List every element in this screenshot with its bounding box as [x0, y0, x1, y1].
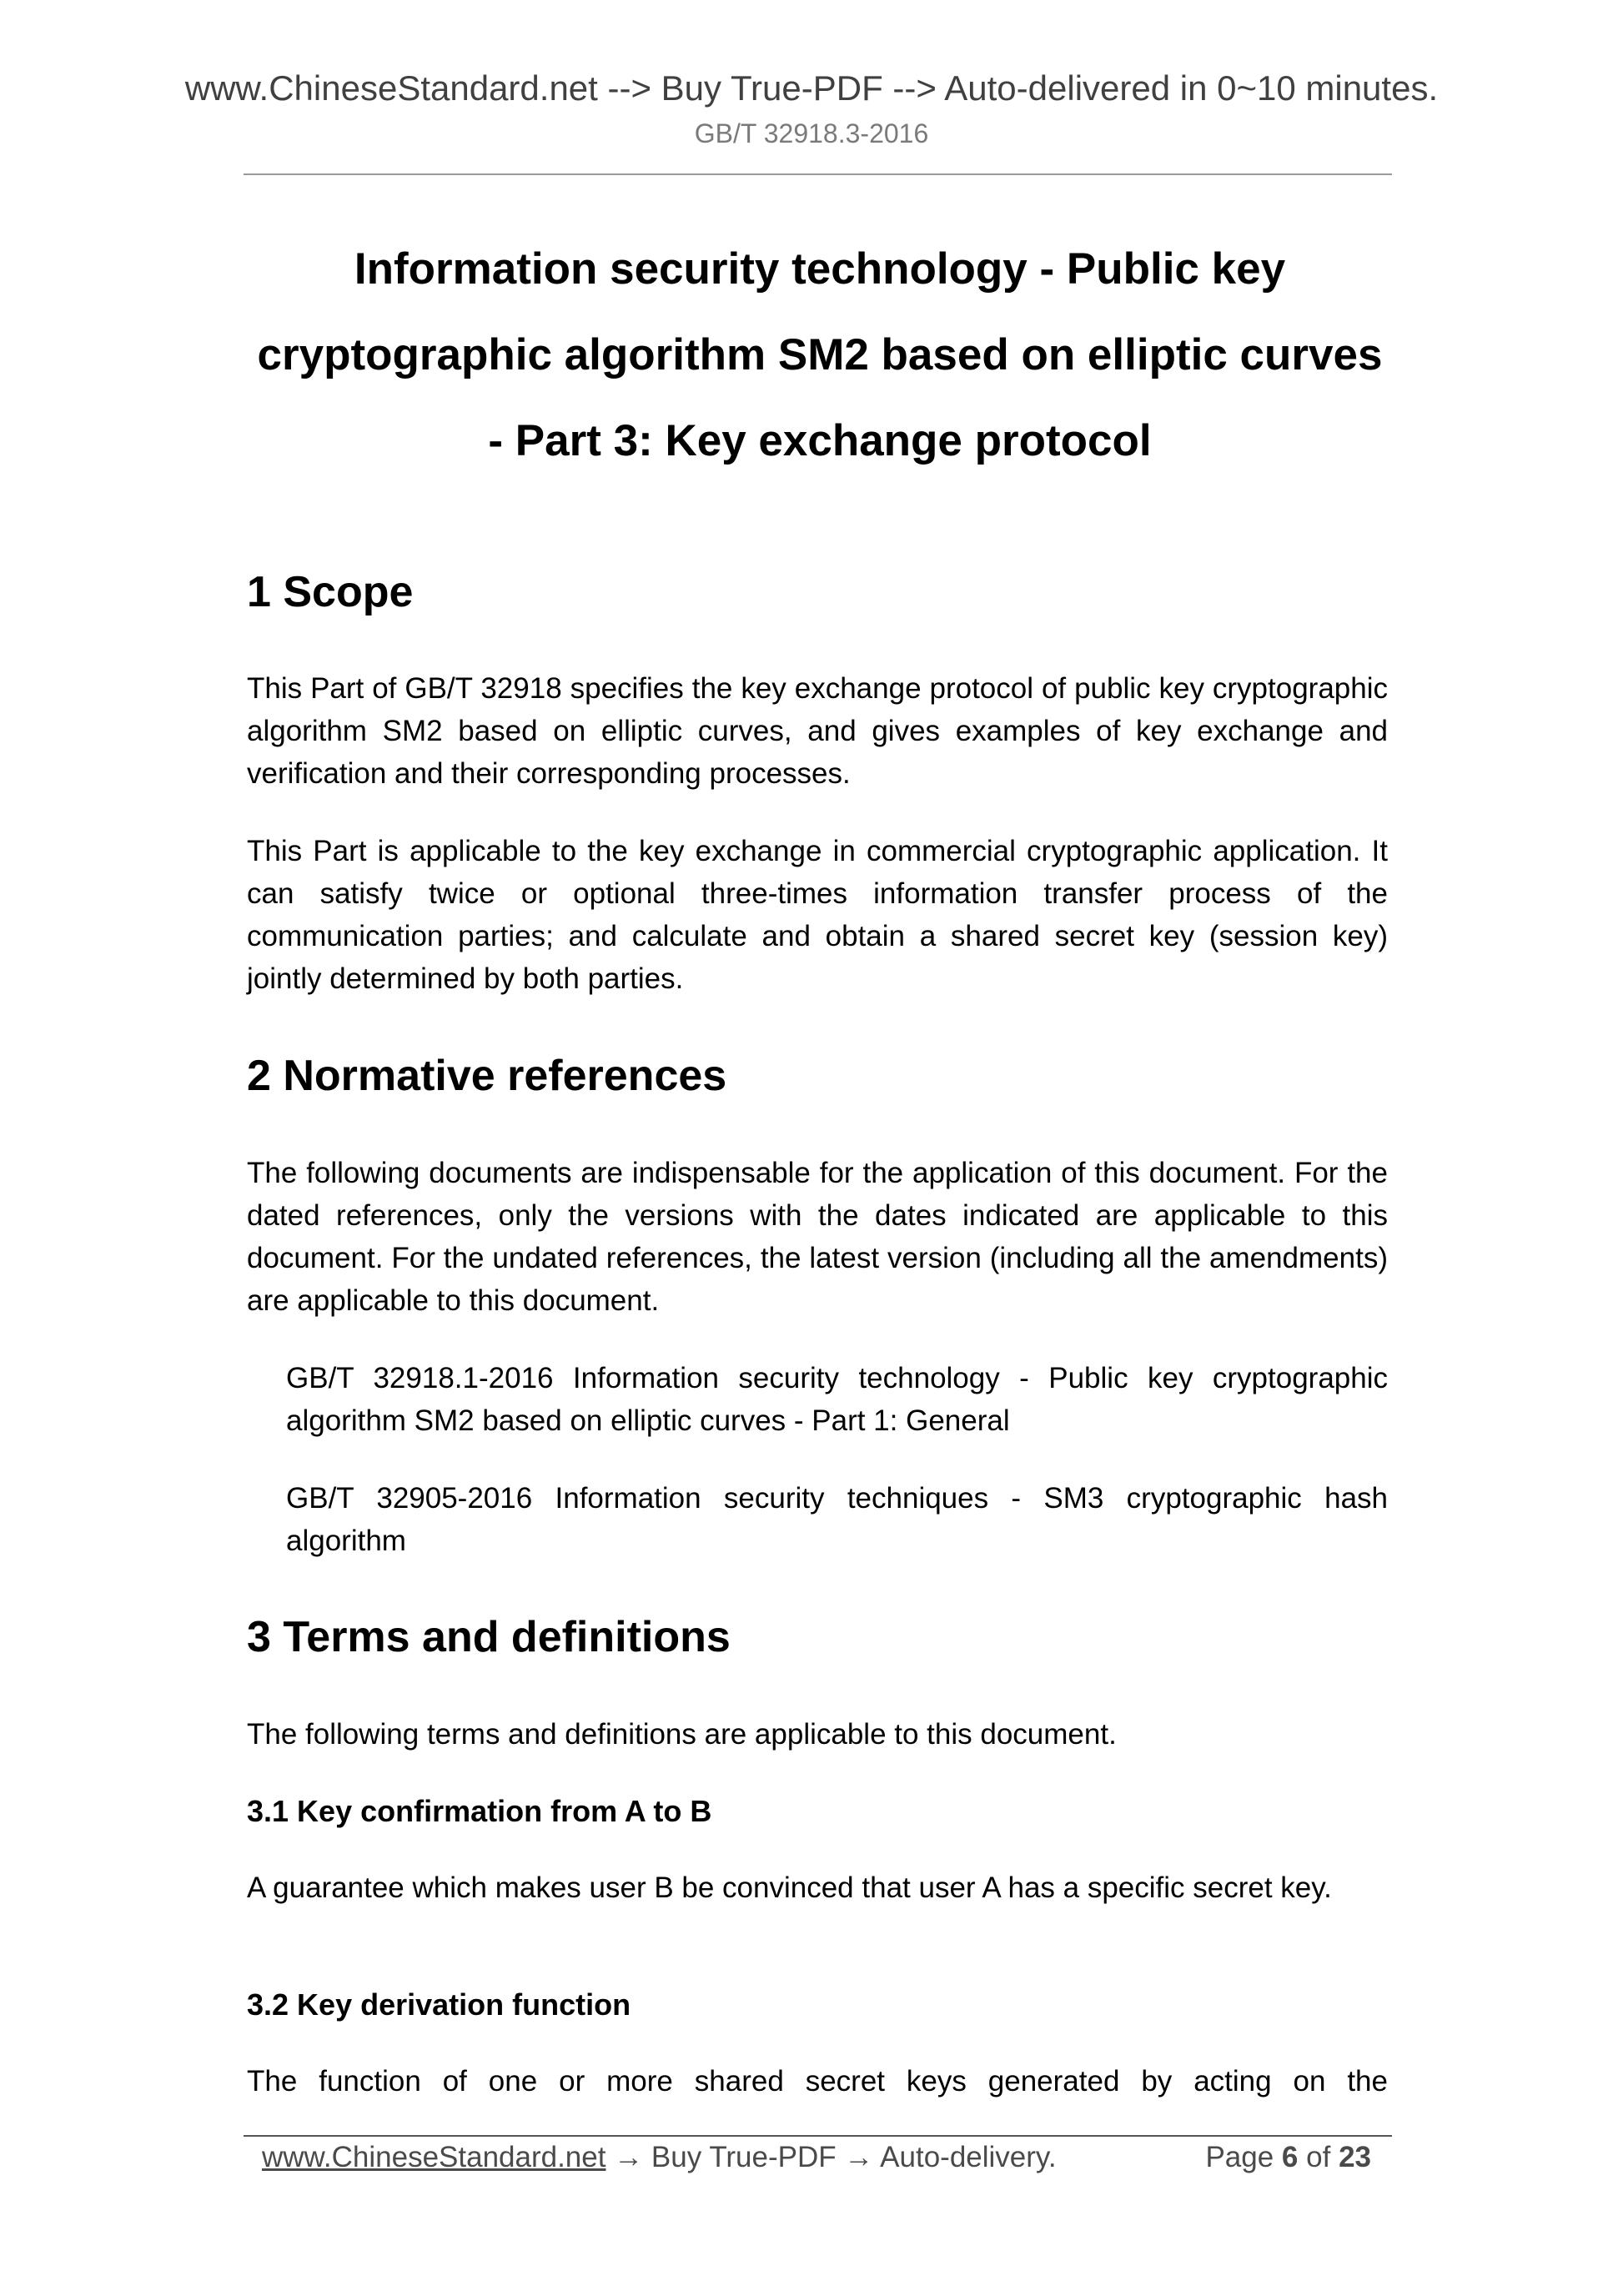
page-label: Page: [1205, 2141, 1274, 2173]
term-heading: 3.1 Key confirmation from A to B: [247, 1794, 712, 1828]
normative-paragraph: The following documents are indispensable for the application of this document. For the dated references, only the versions with the dates indicated are applicable to this document. For the undated references, the latest version (including all the amendments) are applicable to this document.: [247, 1157, 1388, 1317]
document-title: [217, 226, 1423, 484]
reference-item: GB/T 32918.1-2016 Information security technology - Public key cryptographic algorithm SM2 based on elliptic curves - Part 1: General: [286, 1362, 1388, 1437]
scope-paragraph-2: This Part is applicable to the key exchange in commercial cryptographic application. It can satisfy twice or optional three-times information transfer process of the communication parties; and calculate and obtain a shared secret key (session key) jointly determined by both parties.: [247, 835, 1388, 995]
page-total: 23: [1339, 2141, 1371, 2173]
of-label: of: [1306, 2141, 1331, 2173]
title-line-1: Information security technology - Public key: [354, 244, 1286, 294]
term-definition: The function of one or more shared secret keys generated by acting on the: [247, 2065, 1388, 2098]
term-definition: A guarantee which makes user B be convinced that user A has a specific secret key.: [247, 1871, 1332, 1904]
footer-divider: [244, 2135, 1392, 2137]
footer-link[interactable]: www.ChineseStandard.net: [262, 2141, 606, 2173]
term-heading: 3.2 Key derivation function: [247, 1987, 631, 2022]
header-divider: [244, 173, 1392, 175]
section-heading-terms: 3 Terms and definitions: [247, 1613, 731, 1661]
page-number: 6: [1281, 2141, 1299, 2173]
footer-text: → Buy True-PDF → Auto-delivery.: [605, 2141, 1057, 2173]
title-line-3: - Part 3: Key exchange protocol: [488, 416, 1152, 465]
header-banner: www.ChineseStandard.net --> Buy True-PDF --> Auto-delivered in 0~10 minutes.: [184, 68, 1439, 108]
scope-paragraph-1: This Part of GB/T 32918 specifies the key exchange protocol of public key cryptographic algorithm SM2 based on elliptic curves, and gives examples of key exchange and verification and their corresponding processes.: [247, 672, 1388, 790]
footer: [262, 2139, 1371, 2176]
terms-intro: The following terms and definitions are applicable to this document.: [247, 1718, 1117, 1751]
title-line-2: cryptographic algorithm SM2 based on elliptic curves: [257, 330, 1383, 379]
section-heading-normative: 2 Normative references: [247, 1052, 727, 1100]
section-heading-scope: 1 Scope: [247, 568, 414, 616]
standard-number: GB/T 32918.3-2016: [694, 118, 929, 148]
page-indicator: [1205, 2139, 1371, 2176]
reference-item: GB/T 32905-2016 Information security techniques - SM3 cryptographic hash algorithm: [286, 1482, 1388, 1557]
